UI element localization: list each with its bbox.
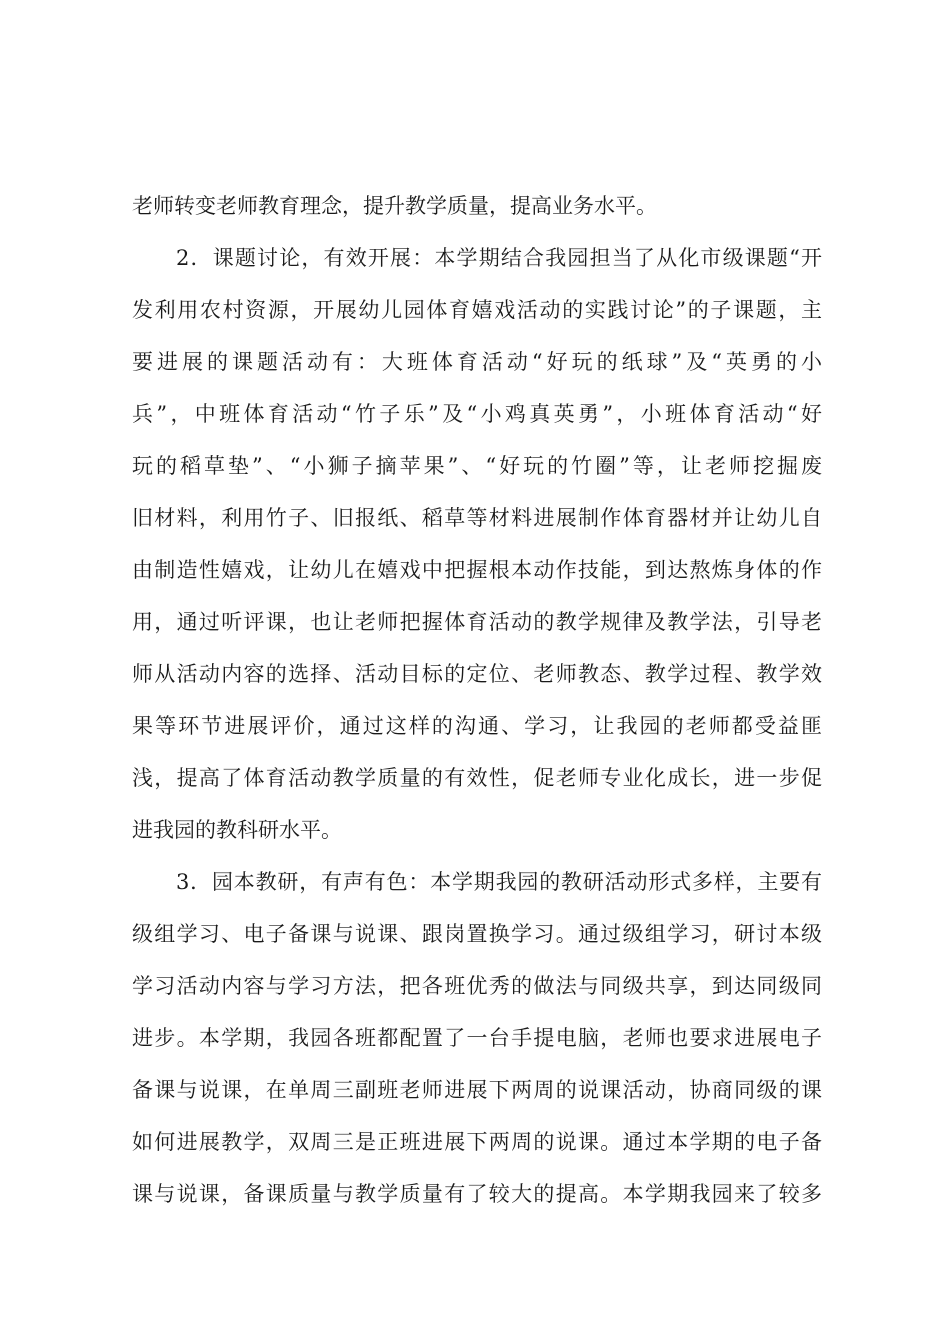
text-line [0,191,950,221]
text-line-content: 如何进展教学，双周三是正班进展下两周的说课。通过本学期的电子备 [132,1130,822,1154]
text-line [0,1075,950,1105]
text-line [0,555,950,585]
text-line [0,867,950,897]
paragraph-2-first-line: 2．课题讨论，有效开展：本学期结合我园担当了从化市级课题“开 [176,246,822,270]
text-line-content: 师从活动内容的选择、活动目标的定位、老师教态、教学过程、教学效 [132,662,822,686]
paragraph-3-first-line: 3．园本教研，有声有色：本学期我园的教研活动形式多样，主要有 [176,870,822,894]
text-line [0,815,950,845]
text-line [0,1179,950,1209]
text-line [0,399,950,429]
text-line-content: 玩的稻草垫”、“小狮子摘苹果”、“好玩的竹圈”等，让老师挖掘废 [132,454,822,478]
text-line-content: 进我园的教科研水平。 [132,818,342,842]
text-line [0,971,950,1001]
text-line-content: 进步。本学期，我园各班都配置了一台手提电脑，老师也要求进展电子 [132,1026,822,1050]
text-line [0,243,950,273]
text-line [0,919,950,949]
text-line [0,295,950,325]
text-line-content: 发利用农村资源，开展幼儿园体育嬉戏活动的实践讨论”的子课题，主 [132,298,822,322]
text-line-content: 级组学习、电子备课与说课、跟岗置换学习。通过级组学习，研讨本级 [132,922,822,946]
text-line-content: 旧材料，利用竹子、旧报纸、稻草等材料进展制作体育器材并让幼儿自 [132,506,822,530]
text-line-content: 课与说课，备课质量与教学质量有了较大的提高。本学期我园来了较多 [132,1182,822,1206]
text-line-content: 用，通过听评课，也让老师把握体育活动的教学规律及教学法，引导老 [132,610,822,634]
text-line-content: 由制造性嬉戏，让幼儿在嬉戏中把握根本动作技能，到达熬炼身体的作 [132,558,822,582]
text-line-content: 学习活动内容与学习方法，把各班优秀的做法与同级共享，到达同级同 [132,974,822,998]
text-line-content: 果等环节进展评价，通过这样的沟通、学习，让我园的老师都受益匪 [132,714,822,738]
text-line [0,503,950,533]
text-line [0,1127,950,1157]
text-line-content: 备课与说课，在单周三副班老师进展下两周的说课活动，协商同级的课 [132,1078,822,1102]
text-line [0,451,950,481]
text-line [0,1023,950,1053]
text-line [0,711,950,741]
text-line [0,659,950,689]
text-line [0,763,950,793]
text-line [0,347,950,377]
text-line-content: 兵”，中班体育活动“竹子乐”及“小鸡真英勇”，小班体育活动“好 [132,402,822,426]
text-line-content: 浅，提高了体育活动教学质量的有效性，促老师专业化成长，进一步促 [132,766,822,790]
text-line-content: 老师转变老师教育理念，提升教学质量，提高业务水平。 [132,194,657,218]
text-line [0,607,950,637]
text-line-content: 要进展的课题活动有：大班体育活动“好玩的纸球”及“英勇的小 [132,350,822,374]
